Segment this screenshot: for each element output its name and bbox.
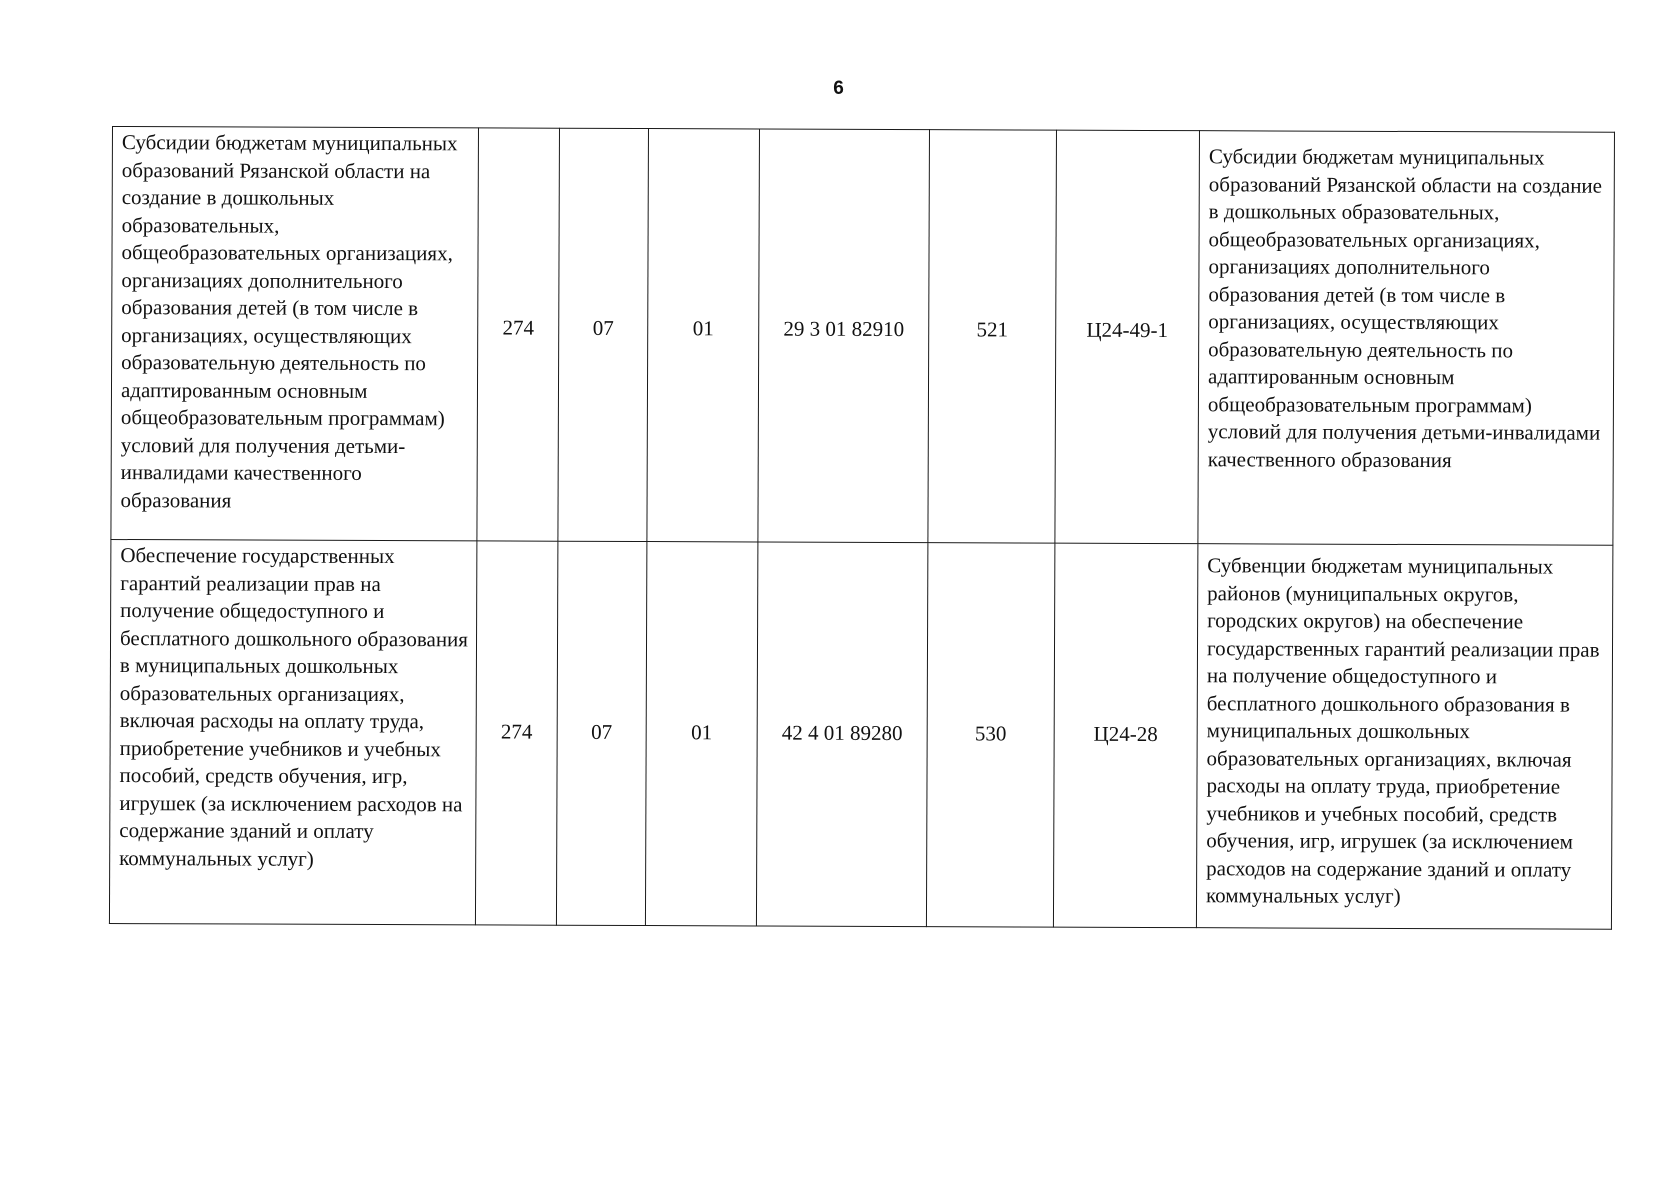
- section-code-cell: 07: [556, 541, 646, 925]
- target-code-cell: Ц24-28: [1053, 543, 1197, 928]
- description-cell: Субвенции бюджетам муниципальных районов (муниципальных округов, городских округов) на обеспечение государственных гарантий реализации прав на получение общедоступного и бесплатного дошкольного образования в муниципальных дошкольных образовательных организациях, включая расходы на оплату труда, приобретение учебников и учебных пособий, средств обучения, игр, игрушек (за исключением расходов на содержание зданий и оплату коммунальных услуг): [1196, 544, 1612, 930]
- subsection-code-cell: 01: [647, 129, 760, 542]
- expense-name-cell: Обеспечение государственных гарантий реализации прав на получение общедоступного и бесплатного дошкольного образования в муниципальных дошкольных образовательных организациях, включая расходы на оплату труда, приобретение учебников и учебных пособий, средств обучения, игр, игрушек (за исключением расходов на содержание зданий и оплату коммунальных услуг): [109, 539, 476, 924]
- expense-type-cell: 530: [926, 543, 1054, 927]
- expense-type-cell: 521: [928, 130, 1057, 543]
- expense-name-cell: Субсидии бюджетам муниципальных образований Рязанской области на создание в дошкольных образовательных, общеобразовательных организациях, организациях дополнительного образования детей (в том числе в организациях, осуществляющих образовательную деятельность по адаптированным основным общеобразовательным программам) условий для получения детьми-инвалидами качественного образования: [111, 127, 479, 541]
- target-article-cell: 29 3 01 82910: [758, 129, 930, 543]
- target-article-cell: 42 4 01 89280: [756, 542, 927, 927]
- expenditure-table: [109, 126, 1615, 930]
- description-cell: Субсидии бюджетам муниципальных образований Рязанской области на создание в дошкольных образовательных, общеобразовательных организациях, организациях дополнительного образования детей (в том числе в организациях, осуществляющих образовательную деятельность по адаптированным основным общеобразовательным программам) условий для получения детьми-инвалидами качественного образования: [1198, 131, 1615, 546]
- subsection-code-cell: 01: [645, 542, 757, 926]
- table-row: [109, 539, 1612, 929]
- target-code-cell: Ц24-49-1: [1055, 130, 1200, 544]
- section-code-cell: 07: [558, 128, 649, 541]
- ministry-code-cell: 274: [475, 541, 557, 925]
- table-row: [111, 127, 1615, 546]
- page-number: 6: [833, 78, 844, 99]
- ministry-code-cell: 274: [477, 128, 560, 541]
